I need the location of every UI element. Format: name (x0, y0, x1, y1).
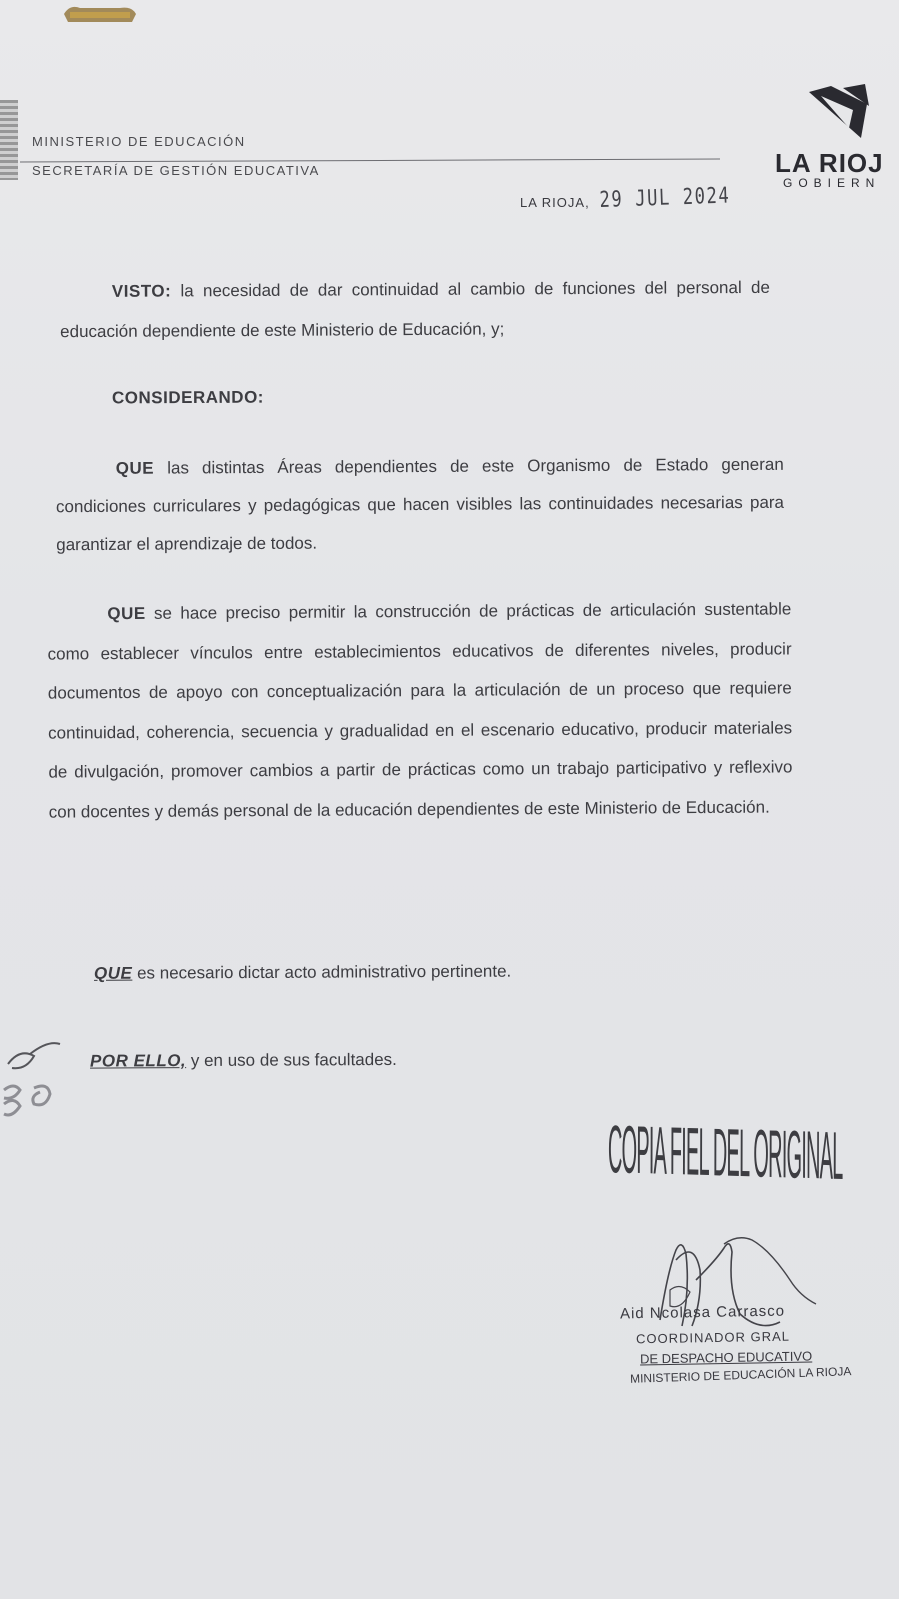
que1-keyword: QUE (115, 458, 155, 478)
date-place: LA RIOJA, (520, 195, 590, 210)
signatory-office: DE DESPACHO EDUCATIVO (639, 1348, 813, 1367)
signatory-ministry: MINISTERIO DE EDUCACIÓN LA RIOJA (629, 1364, 852, 1386)
que-paragraph-3 (94, 950, 794, 994)
considerando-heading: CONSIDERANDO: (111, 387, 264, 408)
que3-keyword: QUE (93, 963, 133, 983)
la-rioja-emblem-icon (807, 84, 877, 144)
que2-keyword: QUE (107, 603, 146, 624)
visto-paragraph (60, 268, 770, 352)
por-ello-paragraph (90, 1038, 690, 1081)
signatory-name: Aid Ncolasa Carrasco (619, 1302, 786, 1323)
que-paragraph-2 (47, 589, 793, 831)
que1-text: las distintas Áreas dependientes de este Organismo de Estado generan condiciones curriculares y pedagógicas que hacen visibles las continuidades necesarias para garantizar el aprendizaje de todos. (55, 454, 785, 555)
crest-fragment-icon (60, 0, 140, 28)
secretariat-name: SECRETARÍA DE GESTIÓN EDUCATIVA (32, 163, 320, 178)
logo-subtitle: GOBIERN (783, 176, 881, 190)
que-paragraph-1 (56, 446, 785, 564)
visto-keyword: VISTO: (111, 281, 172, 301)
porello-keyword: POR ELLO, (89, 1051, 187, 1071)
document-date (520, 183, 768, 213)
signatory-role: COORDINADOR GRAL (635, 1328, 791, 1347)
porello-text: y en uso de sus facultades. (186, 1049, 397, 1071)
margin-annotation-icon (0, 1034, 80, 1134)
binding-edge (0, 100, 18, 180)
ministry-name: MINISTERIO DE EDUCACIÓN (32, 134, 246, 149)
letterhead (32, 134, 320, 178)
signature-block (620, 1230, 860, 1400)
date-stamp: 29 JUL 2024 (599, 183, 732, 213)
que3-text: es necesario dictar acto administrativo pertinente. (132, 961, 512, 983)
visto-text: la necesidad de dar continuidad al cambio de funciones del personal de educación dependiente de este Ministerio de Educación, y; (60, 277, 770, 342)
handwritten-signature-icon (620, 1230, 860, 1340)
government-logo (759, 84, 899, 194)
que2-text: se hace preciso permitir la construcción de prácticas de articulación sustentable como establecer vínculos entre establecimientos educativos de diferentes niveles, producir documentos de apoyo con conceptualización para la articulación de un proceso que requiere continuidad, coherencia, secuencia y gradualidad en el escenario educativo, producir materiales de divulgación, promover cambios a partir de prácticas como un trabajo participativo y reflexivo con docentes y demás personal de la educación dependientes de este Ministerio de Educación. (47, 599, 793, 822)
certified-copy-stamp: COPIA FIEL DEL ORIGINAL (607, 1111, 843, 1194)
logo-name: LA RIOJ (775, 148, 884, 178)
